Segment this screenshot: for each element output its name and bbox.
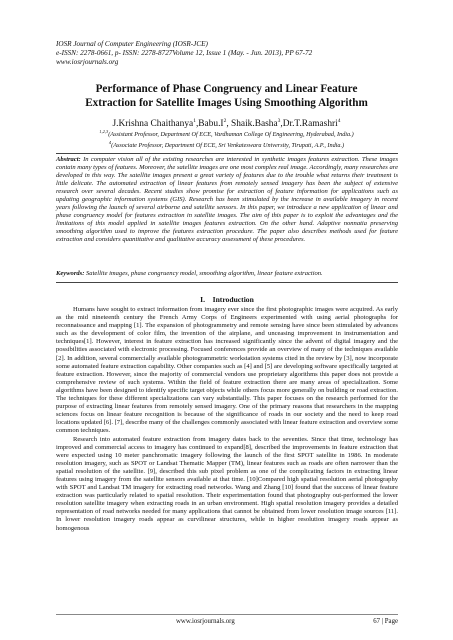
page-footer (56, 616, 398, 627)
journal-name: IOSR Journal of Computer Engineering (IOSR-JCE) (56, 40, 208, 48)
footer-url: www.iosrjournals.org (176, 618, 235, 625)
abstract (56, 156, 398, 245)
affiliation-2-text: (Associate Professor, Department Of ECE, Sri Venkateswara University, Tirupati, A.P., India.) (111, 142, 345, 150)
abstract-top-rule (56, 153, 398, 154)
affiliation-1-sup: 1,2,3 (99, 129, 109, 134)
affiliations (40, 128, 413, 150)
author-list: J.Krishna $Chaithanya^1,Babu.I^2$, Shaik.Basha$^3$,Dr.T.Ramashri$^4$ (112, 118, 341, 130)
journal-header (56, 40, 396, 67)
paragraph-1: Humans have sought to extract information from imagery ever since the first photographic images were acquired. As early as the mid nineteenth century the French Army Corps of Engineers experimented with using aerial photographs for reconnaissance and mapping [1]. The expansion of photogrammetry and remote sensing have since been stimulated by advances such as the development of color film, the invention of the airplane, and unceasing improvement in instrumentation and techniques[1]. However, interest in feature extraction has increased significantly since the advent of digital imagery and the possibilities associated with electronic processing. Focused conferences provide an overview of many of the techniques available [2]. In addition, several commercially available photogrammetric workstation systems cited in the review by [3], now incorporate some automated feature extraction capability. Other companies such as [4] and [5] are developing software specifically targeted at feature extraction. However, since the majority of commercial vendors use proprietary algorithms this paper does not provide a comprehensive review of such systems. Within the field of feature extraction there are many areas of specialization. Some algorithms have been designed to identify specific target objects while others focus more generally on building or road extraction. The techniques for these different specializations can vary substantially. This paper focuses on the research performed for the purpose of extracting linear features from remotely sensed imagery. One of the primary reasons that researchers in the mapping sciences focus on linear feature recognition is because of the significance of roads in our society and the need to keep road locations updated [6]. [7], describe many of the challenges commonly associated with linear feature extraction and overview some common techniques. (56, 306, 398, 435)
affiliation-2 (40, 139, 413, 150)
author-2-sup: 2 (223, 118, 227, 124)
keywords-label: Keywords: (56, 270, 85, 277)
title-line-2: Extraction for Satellite Images Using Smoothing Algorithm (85, 97, 368, 109)
journal-issn: e-ISSN: 2278-0661, p- ISSN: 2278-8727Volume 12, Issue 1 (May. - Jun. 2013), PP 67-72 (56, 49, 313, 57)
abstract-text: In computer vision all of the existing researches are interested in synthetic images features extraction. These images contain many types of features. Moreover, the satellite images are one most complex real image. Accordingly, many researches are developed in this way. The satellite images present a great variety of features due to the trouble what returns their treatment is little delicate. The automated extraction of linear features from remotely sensed imagery has been the subject of extensive research over several decades. Recent studies show promise for extraction of feature information for applications such as updating geographic information systems (GIS). Research has been stimulated by the increase in available imagery in recent years following the launch of several airborne and satellite sensors. In this paper, we introduce a new application of linear and phase congruency model for features extraction in satellite images. The aim of this paper is to exploit the advantages and the limitations of this model applied in satellite images features extraction. On the other hand. Adaptive nonnatia preserving smoothing algorithm used to improve the features extraction procedure. The paper also describes methods used for feature extraction and considers quantitative and qualitative accuracy assessment of these procedures. (56, 156, 399, 244)
paragraph-2: Research into automated feature extraction from imagery dates back to the seventies. Since that time, technology has improved and commercial access to imagery has continued to expand[8], described the improvements in feature extraction that were expected using 10 meter panchromatic imagery following the launch of the first SPOT satellite in 1986. In moderate resolution imagery, such as SPOT or Landsat Thematic Mapper (TM), linear features such as roads are often narrower than the spatial resolution of the satellite. [9], described this sub pixel problem as one of the complicating factors in extracting linear features using imagery from the satellite sensors available at that time. [10]Compared high spatial resolution aerial photography with SPOT and Landsat TM imagery for extracting road networks. Wang and Zhang [10] found that the success of linear feature extraction was particularly related to spatial resolution. Their experimentation found that photography out-performed the lower resolution satellite imagery when extracting roads in an urban environment. High spatial resolution imagery provides a detailed representation of road networks needed for many applications that cannot be obtained from lower resolution image sources [11]. In lower resolution imagery roads appear as curvilinear structures, while in higher resolution imagery roads appear as homogenous (56, 435, 398, 532)
author-4-sup: 4 (337, 118, 341, 124)
author-1: J.Krishna Chaithanya (112, 119, 194, 130)
paper-title (40, 82, 413, 110)
affiliation-1 (40, 128, 413, 139)
author-3-sup: 3 (277, 118, 281, 124)
affiliation-1-text: (Assistant Professor, Department Of ECE, Vardhaman College Of Engineering, Hyderabad, India.) (108, 131, 354, 139)
author-1-sup: 1 (193, 118, 196, 124)
abstract-bottom-rule (56, 282, 398, 283)
affiliation-2-sup: 4 (108, 140, 112, 146)
title-line-1: Performance of Phase Congruency and Linear Feature (95, 83, 358, 95)
keywords-text: Satellite images, phase congruency model, smoothing algorithm, linear feature extraction. (86, 270, 323, 277)
author-4: Dr.T.Ramashri (282, 119, 338, 130)
journal-url: www.iosrjournals.org (56, 58, 119, 66)
author-3: Shaik.Basha (231, 119, 278, 130)
section-heading (56, 295, 398, 304)
footer-rule (56, 614, 398, 615)
abstract-label: Abstract: (56, 156, 81, 163)
section-title: Introduction (212, 295, 254, 304)
keywords (56, 270, 398, 278)
author-2: Babu.I (198, 119, 224, 130)
page-number: 67 | Page (373, 618, 398, 625)
section-number: I. (200, 295, 206, 304)
body-text (56, 306, 398, 533)
